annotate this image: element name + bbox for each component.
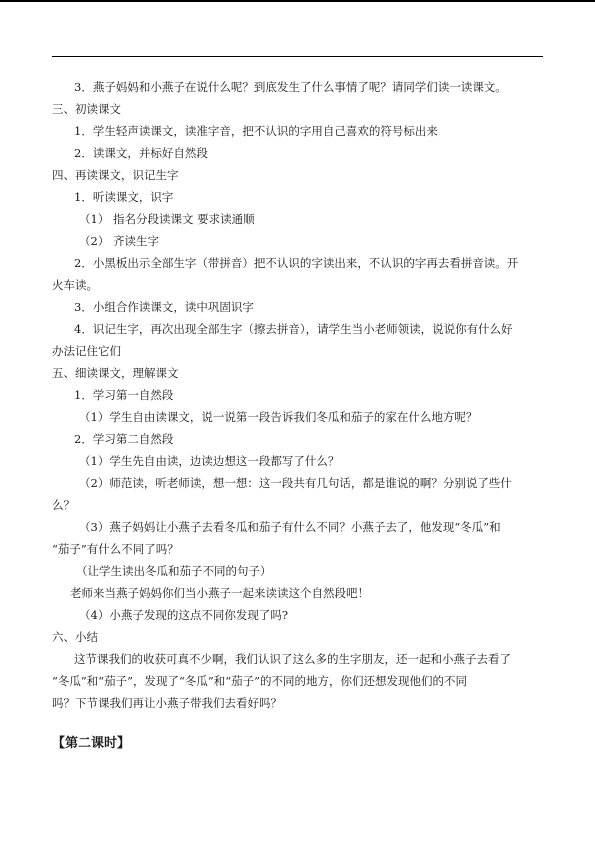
text-line: （1） 指名分段读课文 要求读通顺 bbox=[79, 212, 255, 226]
header-rule bbox=[52, 56, 543, 57]
text-line: 3．燕子妈妈和小燕子在说什么呢？到底发生了什么事情了呢？请同学们读一读课文。 bbox=[74, 80, 507, 94]
section-heading: 五、细读课文，理解课文 bbox=[52, 366, 179, 380]
section-heading: 六、小结 bbox=[52, 630, 98, 644]
section-heading: 三、初读课文 bbox=[52, 102, 121, 116]
text-line: （让学生读出冬瓜和茄子不同的句子） bbox=[76, 564, 272, 578]
text-line: 火车读。 bbox=[52, 278, 98, 292]
text-line: （4）小燕子发现的这点不同你发现了吗? bbox=[79, 608, 288, 622]
text-line: 1．听读课文，识字 bbox=[74, 190, 174, 204]
text-line: （3）燕子妈妈让小燕子去看冬瓜和茄子有什么不同？小燕子去了，他发现“冬瓜”和 bbox=[79, 520, 501, 534]
text-line: “茄子”有什么不同了吗？ bbox=[52, 542, 179, 556]
text-line: （1）学生先自由读，边读边想这一段都写了什么？ bbox=[79, 454, 340, 468]
text-line: 3．小组合作读课文，读中巩固识字 bbox=[74, 300, 254, 314]
text-line: 吗？下节课我们再让小燕子带我们去看好吗？ bbox=[52, 696, 282, 710]
text-line: 2．小黑板出示全部生字（带拼音）把不认识的字读出来，不认识的字再去看拼音读。开 bbox=[74, 256, 519, 270]
text-line: “冬瓜”和“茄子”，发现了“冬瓜”和“茄子”的不同的地方，你们还想发现他们的不同 bbox=[52, 674, 468, 688]
text-line: （2）师范读，听老师读，想一想：这一段共有几句话，都是谁说的啊？分别说了些什 bbox=[79, 476, 512, 490]
text-line: （1）学生自由读课文，说一说第一段告诉我们冬瓜和茄子的家在什么地方呢？ bbox=[79, 410, 478, 424]
text-line: 2．学习第二自然段 bbox=[74, 432, 174, 446]
document-body bbox=[52, 76, 544, 755]
text-line: 老师来当燕子妈妈你们当小燕子一起来读读这个自然段吧！ bbox=[70, 586, 369, 600]
page-top-border bbox=[0, 0, 595, 2]
text-line: 2．读课文，并标好自然段 bbox=[74, 146, 208, 160]
text-line: 么？ bbox=[52, 498, 75, 512]
text-line: 4．识记生字，再次出现全部生字（擦去拼音），请学生当小老师领读，说说你有什么好 bbox=[74, 322, 513, 336]
text-line: （2） 齐读生字 bbox=[79, 234, 159, 248]
text-line: 1．学习第一自然段 bbox=[74, 388, 174, 402]
text-line: 办法记住它们 bbox=[52, 344, 121, 358]
section-heading: 四、再读课文，识记生字 bbox=[52, 168, 179, 182]
text-line: 1．学生轻声读课文，读准字音，把不认识的字用自己喜欢的符号标出来 bbox=[74, 124, 438, 138]
text-line: 这节课我们的收获可真不少啊，我们认识了这么多的生字朋友，还一起和小燕子去看了 bbox=[74, 652, 511, 666]
lesson-heading: 【第二课时】 bbox=[52, 736, 131, 751]
